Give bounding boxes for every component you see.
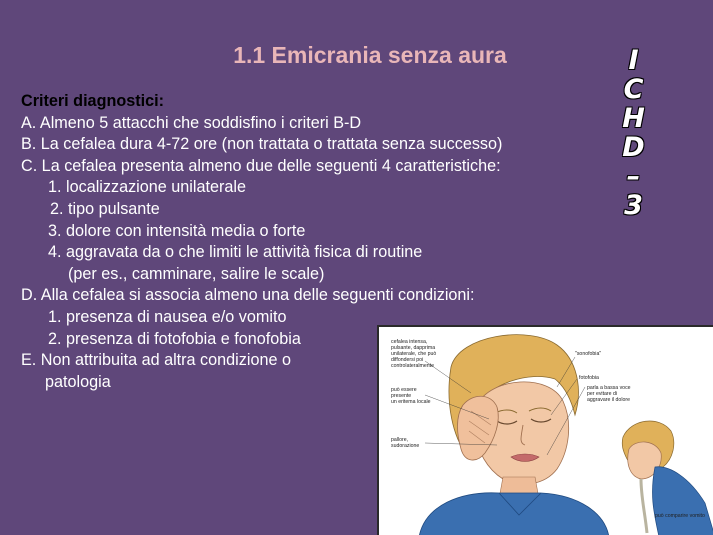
- label-line: diffondersi poi: [391, 357, 424, 363]
- criterion-c-item: 1. localizzazione unilaterale: [48, 178, 246, 197]
- label-erythema: [391, 387, 431, 405]
- criterion-c: C. La cefalea presenta almeno due delle seguenti 4 caratteristiche:: [21, 156, 501, 175]
- criterion-c-item: 3. dolore con intensità media o forte: [48, 221, 306, 240]
- criterion-d-item: 2. presenza di fotofobia e fonofobia: [48, 329, 301, 348]
- label-fotofobia: fotofobia: [579, 375, 599, 381]
- label-line: controlateralmente: [391, 363, 434, 369]
- criterion-c-item: 2. tipo pulsante: [50, 199, 160, 218]
- label-line: sudorazione: [391, 443, 420, 449]
- label-vomit: può comparire vomito: [655, 513, 705, 519]
- vertical-letter: C: [623, 74, 645, 105]
- vertical-letter: –: [626, 161, 642, 192]
- criterion-b: B. La cefalea dura 4-72 ore (non trattata o trattata senza successo): [21, 135, 503, 154]
- label-pain: [391, 339, 436, 369]
- label-sonofobia: "sonofobia": [575, 351, 602, 357]
- criterion-d-item: 1. presenza di nausea e/o vomito: [48, 307, 287, 326]
- migraine-illustration: [377, 325, 713, 535]
- label-line: aggravare il dolore: [587, 397, 630, 403]
- label-line: pallore,: [391, 437, 409, 443]
- label-line: un eritema locale: [391, 399, 431, 405]
- label-speech: [587, 385, 631, 403]
- label-line: parla a bassa voce: [587, 385, 631, 391]
- criterion-e-continued: patologia: [45, 372, 111, 391]
- vertical-letter: D: [622, 132, 646, 163]
- vertical-letter: I: [628, 45, 640, 76]
- criterion-a: A. Almeno 5 attacchi che soddisfino i criteri B-D: [21, 113, 362, 132]
- criterion-c-item-note: (per es., camminare, salire le scale): [68, 264, 325, 283]
- vertical-letter: H: [622, 103, 646, 134]
- classification-vertical-title: [605, 46, 663, 220]
- label-line: per evitare di: [587, 391, 617, 397]
- label-line: può essere: [391, 387, 417, 393]
- criterion-d: D. Alla cefalea si associa almeno una delle seguenti condizioni:: [21, 286, 475, 305]
- slide-title: 1.1 Emicrania senza aura: [233, 42, 507, 68]
- vertical-letter: 3: [624, 190, 644, 221]
- criterion-e: E. Non attribuita ad altra condizione o: [21, 351, 291, 370]
- label-line: presente: [391, 393, 412, 399]
- label-line: pulsante, dapprima: [391, 345, 436, 351]
- label-pallor: [391, 437, 419, 449]
- label-line: unilaterale, che può: [391, 351, 437, 357]
- criterion-c-item: 4. aggravata da o che limiti le attività fisica di routine: [48, 243, 423, 262]
- criteria-heading: Criteri diagnostici:: [21, 92, 165, 110]
- label-line: cefalea intensa,: [391, 339, 428, 345]
